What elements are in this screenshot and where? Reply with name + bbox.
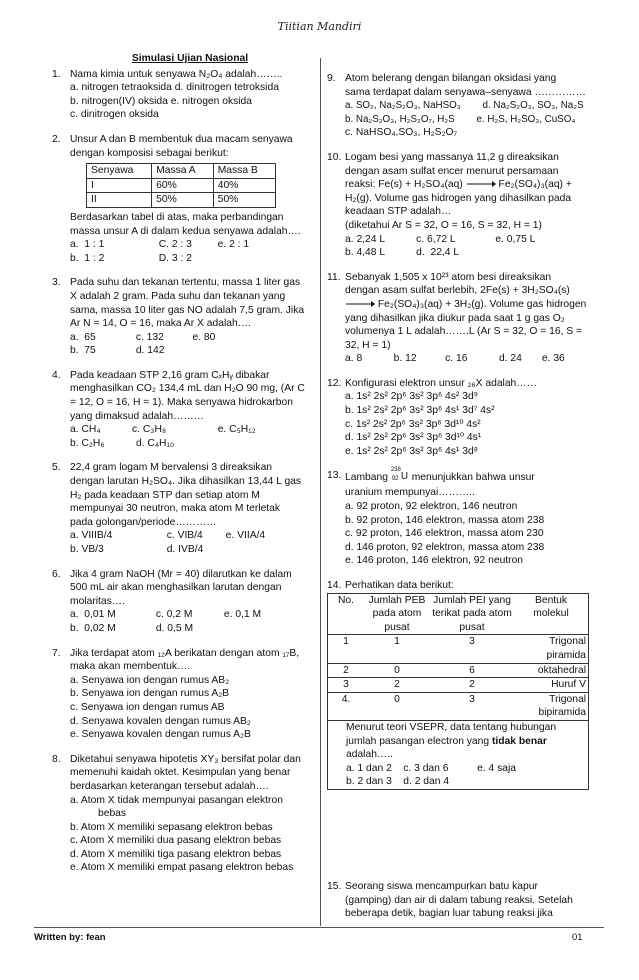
page-number: 01 (572, 932, 583, 943)
question-14: 14. Perhatikan data berikut: No. Jumlah PEB pada atom pusat Jumlah PEI yang terikat pada atom pusat Bentuk molekul 1 1 3 Trigonal piramida 2 0 6 oktahedral 3 2 2 Huruf V 4. 0 3 Trigonal bipiramida Menurut teori VSEPR, data tentang hubungan jumlah pasangan electron yang tidak benar adalah….. a. 1 dan 2 c. 3 dan 6 e. 4 saja b. 2 dan 3 d. 2 dan 4 (327, 579, 589, 790)
question-3: 3. Pada suhu dan tekanan tertentu, massa 1 liter gas X adalah 2 gram. Pada suhu dan tekanan yang sama, massa 10 liter gas NO adalah 7,5 gram. Jika Ar N = 14, O = 16, maka Ar X adalah…. a. 65 c. 132 e. 80 b. 75 d. 142 (52, 277, 305, 357)
section-title: Simulasi Ujian Nasional (131, 53, 249, 64)
left-column (52, 52, 314, 886)
reaction-arrow-icon (345, 300, 375, 308)
question-number: 1. (52, 68, 61, 80)
question-9: 9. Atom belerang dengan bilangan oksidasi yang sama terdapat dalam senyawa–senyawa …………… a. SO₂, Na₂S₂O₃, NaHSO₃ d. Na₂S₂O₃, SO₃, Na₂S b. Na₂S₂O₃, H₂S₂O₇, H₂S e. H₂S, H₂SO₃, CuSO₄ c. NaHSO₄,SO₃, H₂S₂O₇ (327, 73, 586, 139)
question-6: 6. Jika 4 gram NaOH (Mr = 40) dilarutkan ke dalam 500 mL air akan menghasilkan larutan dengan molaritas…. a. 0,01 M c. 0,2 M e. 0,1 M b. 0,02 M d. 0,5 M (52, 568, 292, 634)
question-11: 11. Sebanyak 1,505 x 10²³ atom besi direaksikan dengan asam sulfat berlebih, 2Fe(s) + 3H₂SO₄(s) Fe₂(SO₄)₃(aq) + 3H₂(g). Volume gas hidrogen yang dihasilkan jika diukur pada saat 1 g gas O₂ volumenya 1 L adalah…….L (Ar S = 32, O = 16, S = 32, H = 1) a. 8 b. 12 c. 16 d. 24 e. 36 (327, 271, 587, 365)
reaction-arrow-icon (466, 180, 496, 188)
question-1: 1. Nama kimia untuk senyawa N₂O₄ adalah…….. a. nitrogen tetraoksida d. dinitrogen tetroksida b. nitrogen(IV) oksida e. nitrogen oksida c. dinitrogen oksida (52, 68, 283, 121)
composition-table: Senyawa Massa A Massa B I 60% 40% II 50% 50% (86, 163, 276, 208)
right-column (327, 72, 589, 920)
question-8: 8. Diketahui senyawa hipotetis XY₃ bersifat polar dan memenuhi kaidah oktet. Kesimpulan yang benar berdasarkan keterangan tersebut adalah…. a. Atom X tidak mempunyai pasangan elektron bebas b. Atom X memiliki sepasang elektron bebas c. Atom X memiliki dua pasang elektron bebas d. Atom X memiliki tiga pasang elektron bebas e. Atom X memiliki empat pasang elektron bebas (52, 753, 301, 874)
column-divider (320, 58, 321, 926)
isotope-symbol: 238 92 U (390, 466, 409, 482)
question-2: 2. Unsur A dan B membentuk dua macam senyawa dengan komposisi sebagai berikut: Senyawa Massa A Massa B I 60% 40% II 50% 50% Berdasarkan tabel di atas, maka perbandingan massa unsur A di dalam kedua senyawa adalah…. a. 1 : 1 C. 2 : 3 e. 2 : 1 b. 1 : 2 D. 3 : 2 (52, 133, 301, 264)
vsepr-table: No. Jumlah PEB pada atom pusat Jumlah PEI yang terikat pada atom pusat Bentuk molekul 1 1 3 Trigonal piramida 2 0 6 oktahedral 3 2 2 Huruf V 4. 0 3 Trigonal bipiramida Menurut teori VSEPR, data tentang hubungan jumlah pasangan electron yang tidak benar adalah….. a. 1 dan 2 c. 3 dan 6 e. 4 saja b. 2 dan 3 d. 2 dan 4 (327, 593, 589, 790)
question-13: 13. Lambang 238 92 U menunjukkan bahwa unsur uranium mempunyai……….. a. 92 proton, 92 elektron, 146 neutron b. 92 proton, 146 elektron, massa atom 238 c. 92 proton, 146 elektron, massa atom 230 d. 146 proton, 92 elektron, massa atom 238 e. 146 proton, 146 elektron, 92 neutron (327, 466, 545, 567)
question-15: 15. Seorang siswa mencampurkan batu kapur (gamping) dan air di dalam tabung reaksi. Setelah beberapa detik, bagian luar tabung reaksi jika (327, 881, 573, 920)
footer-author: Written by: fean (34, 932, 106, 943)
question-5: 5. 22,4 gram logam M bervalensi 3 direaksikan dengan larutan H₂SO₄. Jika dihasilkan 13,44 L gas H₂ pada keadaan STP dan setiap atom M mempunyai 30 neutron, maka atom M terletak pada golongan/periode………… a. VIIIB/4 c. VIB/4 e. VIIA/4 b. VB/3 d. IVB/4 (52, 462, 302, 555)
question-7: 7. Jika terdapat atom ₁₂A berikatan dengan atom ₁₇B, maka akan membentuk…. a. Senyawa ion dengan rumus AB₂ b. Senyawa ion dengan rumus A₂B c. Senyawa ion dengan rumus AB d. Senyawa kovalen dengan rumus AB₂ e. Senyawa kovalen dengan rumus A₂B (52, 647, 300, 741)
page-header: Tiitian Mandiri (277, 20, 362, 33)
question-12: 12. Konfigurasi elektron unsur ₂₆X adalah…… a. 1s² 2s² 2p⁶ 3s² 3p⁶ 4s² 3d⁹ b. 1s² 2s² 2p⁶ 3s² 3p⁶ 4s¹ 3d⁷ 4s² c. 1s² 2s² 2p⁶ 3s² 3p⁶ 3d¹⁰ 4s² d. 1s² 2s² 2p⁶ 3s² 3p⁶ 3d¹⁰ 4s¹ e. 1s² 2s² 2p⁶ 3s² 3p⁶ 4s¹ 3d⁸ (327, 377, 537, 457)
question-4: 4. Pada keadaan STP 2,16 gram CₓHᵧ dibakar menghasilkan CO₂ 134,4 mL dan H₂O 90 mg, (Ar C = 12, O = 16, H = 1). Maka senyawa hidrokarbon yang dimaksud adalah……… a. CH₄ c. C₃H₈ e. C₅H₁₂ b. C₂H₆ d. C₄H₁₀ (52, 369, 305, 449)
question-10: 10. Logam besi yang massanya 11,2 g direaksikan dengan asam sulfat encer menurut persamaan reaksi: Fe(s) + H₂SO₄(aq) Fe₂(SO₄)₃(aq) + H₂(g). Volume gas hidrogen yang dihasilkan pada keadaan STP adalah… (diketahui Ar S = 32, O = 16, S = 32, H = 1) a. 2,24 L c. 6,72 L e. 0,75 L b. 4,48 L d. 22,4 L (327, 151, 572, 259)
footer-divider (34, 927, 604, 928)
